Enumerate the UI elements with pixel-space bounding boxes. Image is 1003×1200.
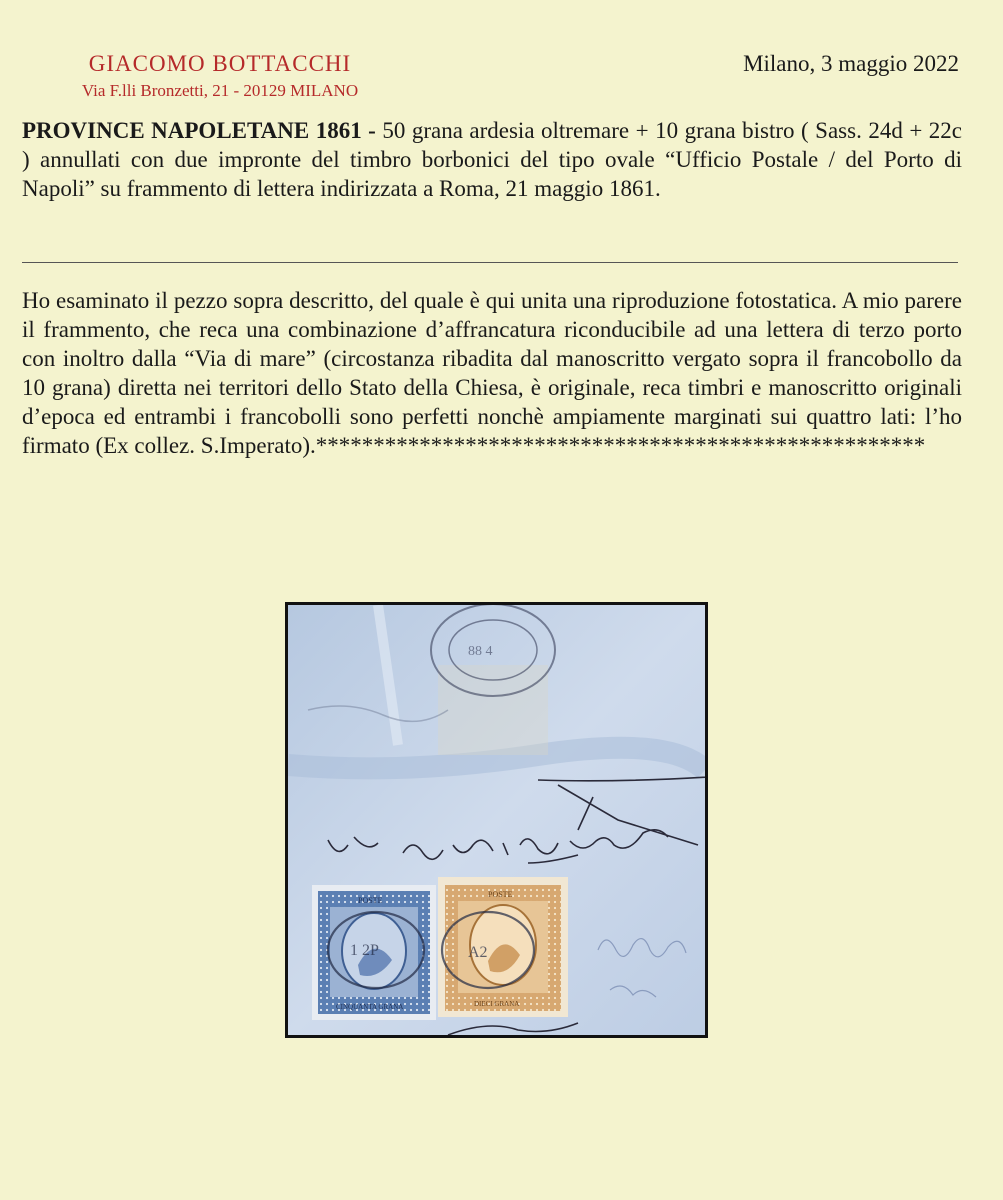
description-text: 50 grana ardesia oltremare + 10 grana bistro ( Sass. 24d + 22c ) annullati con due impronte del timbro borbonici del tipo ovale “Ufficio Postale / del Porto di Napoli” su frammento di lettera indirizzata a Roma, 21 maggio 1861. bbox=[22, 118, 962, 201]
photo-reproduction bbox=[285, 602, 708, 1038]
stamp-left-top-label: POSTE bbox=[358, 896, 383, 905]
certificate-date: Milano, 3 maggio 2022 bbox=[743, 51, 959, 76]
letterhead bbox=[40, 50, 400, 102]
svg-text:88 4: 88 4 bbox=[468, 644, 493, 659]
item-description bbox=[22, 116, 962, 203]
cover-fragment-image bbox=[288, 605, 705, 1035]
svg-text:1 2P: 1 2P bbox=[350, 942, 379, 959]
stamp-right-bottom-label: DIECI GRANA bbox=[474, 1000, 520, 1008]
stamp-right-top-label: POSTE bbox=[488, 890, 513, 899]
stamp-left-bottom-label: CINQUANTA GRANA bbox=[336, 1003, 404, 1011]
svg-text:A2: A2 bbox=[468, 944, 488, 961]
expert-name: GIACOMO BOTTACCHI bbox=[88, 51, 352, 76]
expert-opinion: Ho esaminato il pezzo sopra descritto, del quale è qui unita una riproduzione fotostatica. A mio parere il frammento, che reca una combinazione d’affrancatura riconducibile ad una lettera di terzo porto con inoltro dalla “Via di mare” (circostanza ribadita dal manoscritto vergato sopra il francobollo da 10 grana) diretta nei territori dello Stato della Chiesa, è originale, reca timbri e manoscritto originali d’epoca ed entrambi i francobolli sono perfetti nonchè ampiamente marginati sui quattro lati: l’ho firmato (Ex collez. S.Imperato).***************************************************** bbox=[22, 288, 962, 458]
expert-address: Via F.lli Bronzetti, 21 - 20129 MILANO bbox=[81, 81, 359, 100]
divider bbox=[22, 262, 958, 263]
description-lead: PROVINCE NAPOLETANE 1861 - bbox=[22, 118, 376, 143]
stamp-10-grana bbox=[438, 877, 568, 1017]
